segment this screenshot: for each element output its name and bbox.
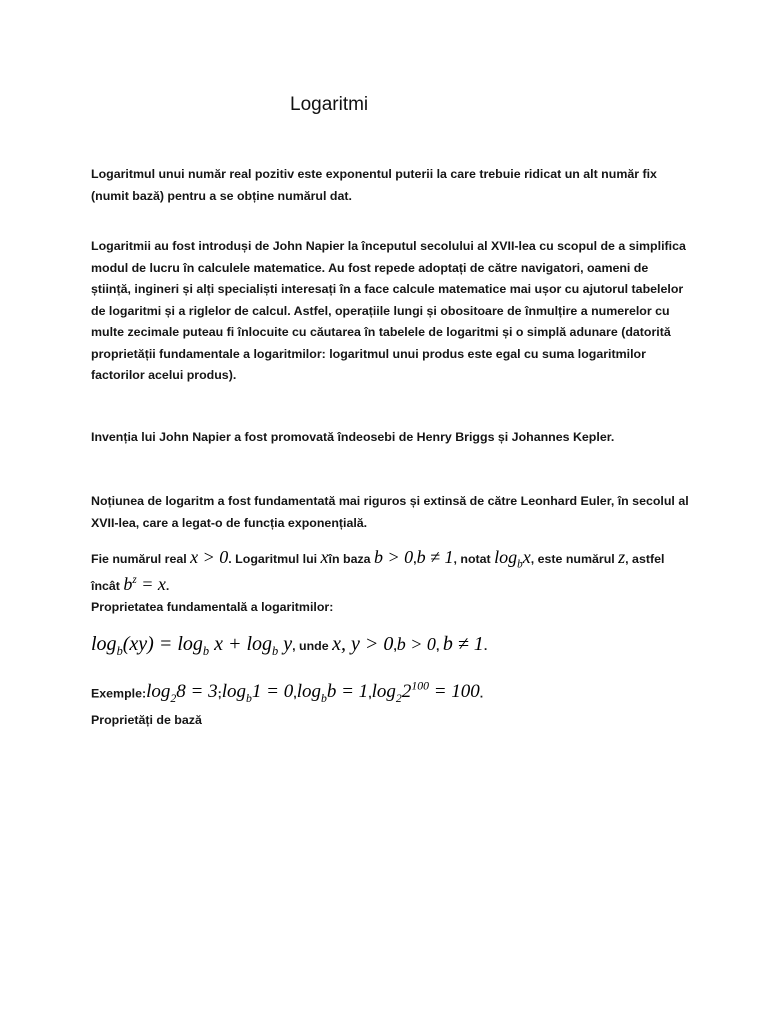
math-expression: x — [320, 547, 329, 567]
math-log: log — [296, 681, 321, 703]
math-log: log — [371, 681, 396, 703]
definition-text: . Logaritmul lui — [228, 552, 321, 566]
math-part: 1 = 0 — [251, 681, 294, 703]
paragraph-euler: Noțiunea de logaritm a fost fundamentată mai riguros și extinsă de către Leonhard Euler, în secolul al XVII-lea, care a legat-o de funcția exponențială. — [91, 494, 689, 530]
math-subscript: b — [272, 644, 279, 658]
basic-properties-heading: Proprietăți de bază — [91, 713, 202, 727]
math-subscript: b — [202, 644, 210, 658]
math-expression: x, y > 0 — [332, 633, 394, 655]
example-1 — [146, 681, 218, 706]
math-expression: x > 0 — [190, 547, 229, 567]
math-expression — [494, 547, 531, 571]
property-heading: Proprietatea fundamentală a logaritmilor: — [91, 600, 334, 614]
math-expression: b > 0 — [374, 547, 414, 567]
definition-text: , astfel — [625, 552, 665, 566]
math-rest: = x — [136, 574, 166, 594]
definition-text: , notat — [453, 552, 495, 566]
separator: , — [368, 686, 372, 701]
example-4 — [371, 680, 480, 706]
math-subscript: b — [116, 644, 123, 658]
separator: ; — [217, 686, 222, 701]
definition-text: încât — [91, 579, 124, 593]
math-expression: b > 0 — [396, 634, 436, 654]
math-part: (xy) = log — [122, 633, 203, 655]
math-subscript: b — [320, 692, 327, 706]
math-log: log — [146, 681, 171, 703]
math-subscript: 2 — [170, 692, 177, 706]
math-part: y — [278, 633, 293, 655]
math-expression — [91, 633, 293, 658]
math-expression — [123, 574, 165, 594]
math-superscript: z — [132, 574, 137, 586]
math-subscript: 2 — [395, 692, 402, 706]
example-2 — [221, 681, 297, 706]
math-base: b — [123, 574, 133, 594]
math-part: b = 1 — [326, 681, 369, 703]
definition-text: , — [413, 552, 417, 566]
definition-text: . — [165, 579, 170, 593]
definition-text: Fie numărul real — [91, 552, 191, 566]
math-expression: b ≠ 1 — [416, 547, 454, 567]
math-subscript: b — [246, 692, 252, 706]
examples-line — [91, 673, 711, 713]
math-log: log — [91, 633, 117, 655]
page-title: Logaritmi — [290, 94, 369, 115]
separator: . — [479, 686, 484, 701]
property-text: , — [393, 639, 397, 653]
math-expression: z — [618, 547, 626, 567]
paragraph-definition: Logaritmul unui număr real pozitiv este exponentul puterii la care trebuie ridicat un alt număr fix (numit bază) pentru a se obține numărul dat. — [91, 167, 657, 203]
property-text: , — [435, 639, 443, 653]
paragraph-history: Logaritmii au fost introduși de John Napier la începutul secolului al XVII-lea cu scopul de a simplifica modul de lucru în calculele matematice. Au fost repede adoptați de către navigatori, oameni de știință, ingineri și alți specialiști interesați în a face calcule matematice mai ușor cu ajutorul tabelelor de logaritmi și a riglelor de calcul. Astfel, operațiile lungi și obositoare de înmulțire a numerelor cu multe zecimale puteau fi înlocuite cu căutarea în tabelele de logaritmi și o simplă adunare (datorită proprietății fundamentale a logaritmilor: logaritmul unui produs este egal cu suma logaritmilor factorilor acelui produs). — [91, 239, 686, 382]
math-arg: x — [522, 547, 531, 567]
math-part: x + log — [209, 633, 273, 655]
definition-text: în baza — [328, 552, 374, 566]
math-part: 8 = 3 — [176, 681, 218, 703]
property-text: , unde — [292, 639, 333, 653]
math-superscript: 100 — [411, 680, 429, 693]
definition-line-2 — [91, 568, 711, 598]
examples-label: Exemple: — [91, 686, 147, 701]
math-expression: b ≠ 1 — [442, 633, 484, 655]
paragraph-invention: Invenția lui John Napier a fost promovată îndeosebi de Henry Briggs și Johannes Kepler. — [91, 430, 615, 444]
math-part: = 100 — [428, 681, 480, 703]
math-part: 2 — [401, 681, 412, 703]
math-log: log — [221, 681, 247, 703]
property-formula — [91, 630, 711, 665]
property-text: . — [483, 639, 488, 653]
definition-text: , este numărul — [530, 552, 619, 566]
example-3 — [296, 681, 372, 706]
math-log: log — [494, 547, 518, 567]
separator: , — [293, 686, 297, 701]
math-subscript: b — [517, 558, 523, 571]
